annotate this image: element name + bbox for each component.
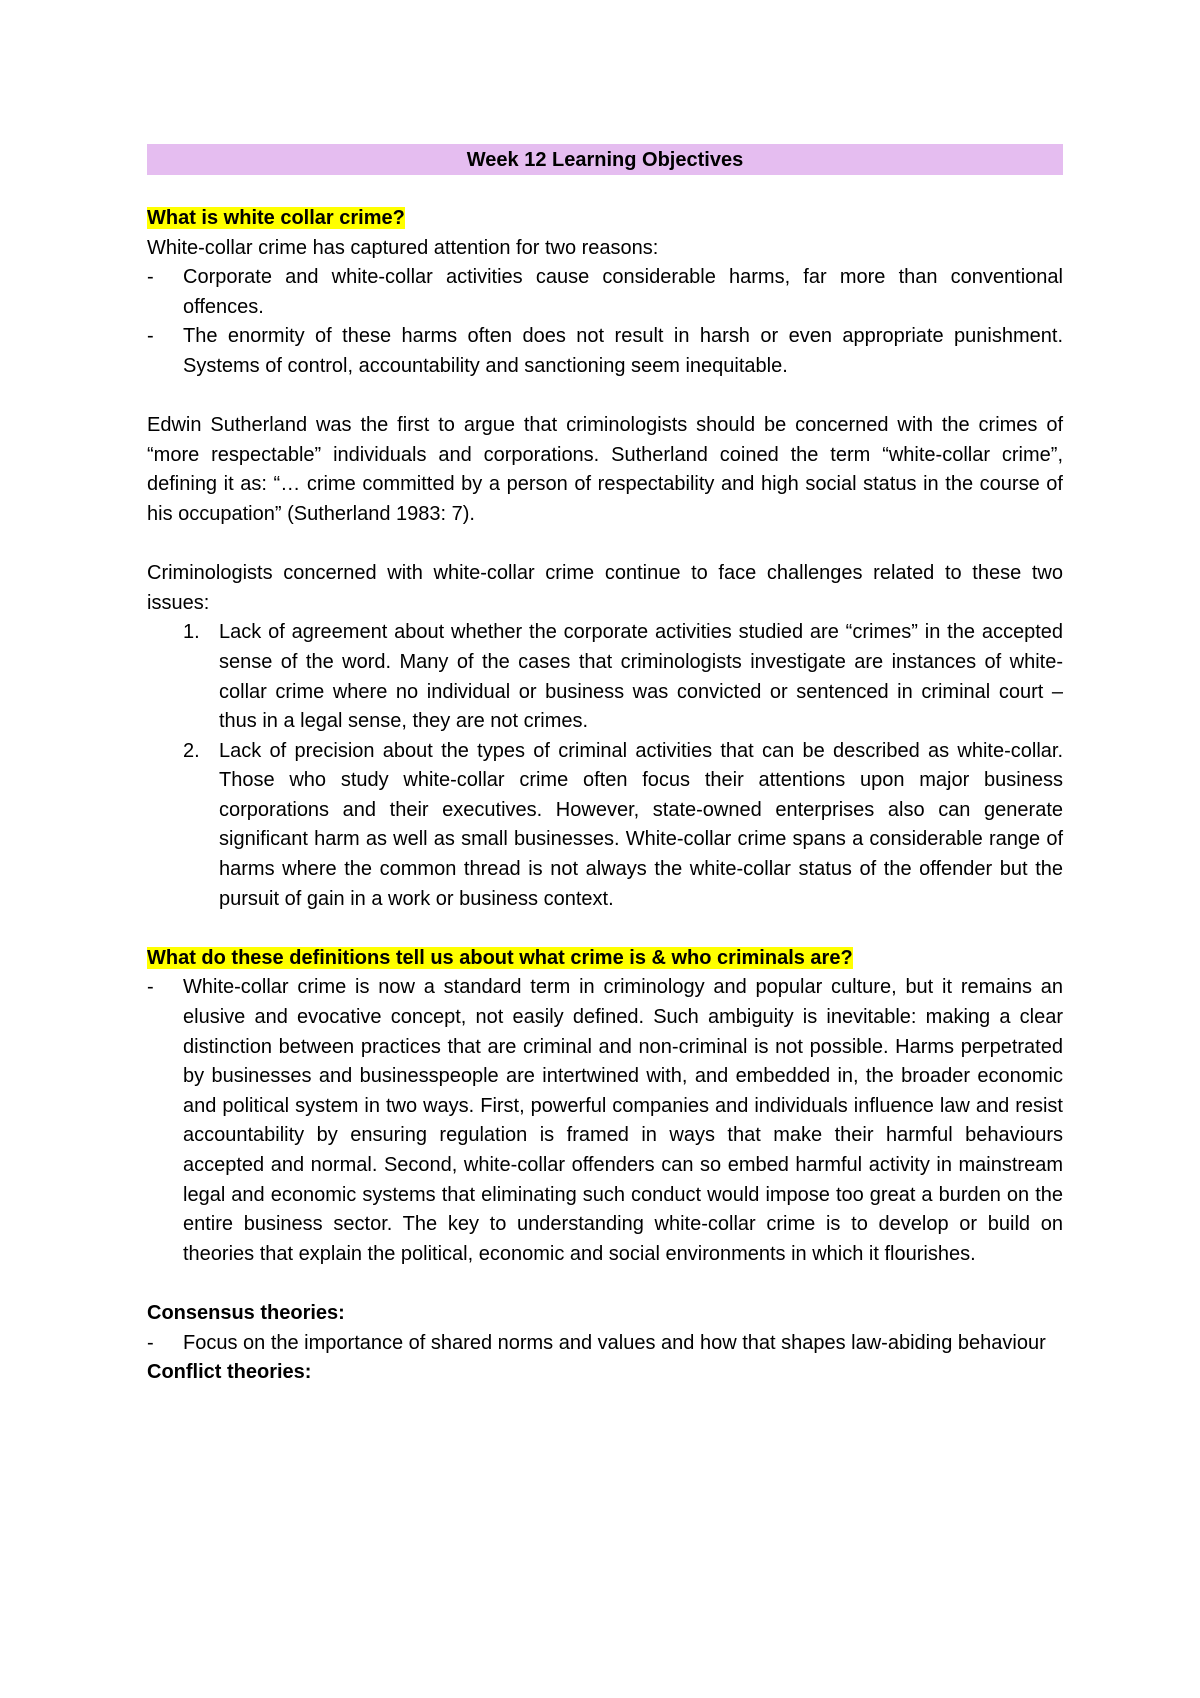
document-page [147,144,1063,1388]
challenges-paragraph: Criminologists concerned with white-collar crime continue to face challenges related to these two issues: [147,562,1063,614]
section-heading-consensus: Consensus theories: [147,1301,345,1324]
paragraph-gap [147,914,1063,944]
bullet-item: - Focus on the importance of shared norms and values and how that shapes law-abiding behaviour [147,1329,1063,1359]
page-title: Week 12 Learning Objectives [147,144,1063,175]
sutherland-paragraph: Edwin Sutherland was the first to argue that criminologists should be concerned with the crimes of “more respectable” individuals and corporations. Sutherland coined the term “white-collar crime”, defining it as: “… crime committed by a person of respectability and high social status in the course of his occupation” (Sutherland 1983: 7). [147,414,1063,525]
challenges-numbered-list [147,618,1063,914]
paragraph-gap [147,1269,1063,1299]
section-heading-conflict: Conflict theories: [147,1361,312,1384]
section1-bullet-list [147,263,1063,381]
numbered-item-text: Lack of agreement about whether the corporate activities studied are “crimes” in the accepted sense of the word. Many of the cases that criminologists investigate are instances of white-collar crime where no individual or business was convicted or sentenced in criminal court – thus in a legal sense, they are not crimes. [219,621,1063,733]
numbered-item-text: Lack of precision about the types of criminal activities that can be described as white-collar. Those who study white-collar crime often focus their attentions upon major business corporations and their executives. However, state-owned enterprises also can generate significant harm as well as small businesses. White-collar crime spans a considerable range of harms where the common thread is not always the white-collar status of the offender but the pursuit of gain in a work or business context. [219,739,1063,910]
bullet-item: - The enormity of these harms often does not result in harsh or even appropriate punishment. Systems of control, accountability and sanctioning seem inequitable. [147,322,1063,381]
highlighted-heading: What do these definitions tell us about what crime is & who criminals are? [147,946,853,969]
paragraph-gap [147,530,1063,560]
paragraph-gap [147,382,1063,412]
numbered-item [147,737,1063,915]
section3-bullet-list [147,1329,1063,1359]
section2-bullet-list [147,973,1063,1269]
highlighted-heading: What is white collar crime? [147,207,405,229]
numbered-item [147,618,1063,736]
list-marker: 1. [183,621,200,644]
section1-intro: White-collar crime has captured attention for two reasons: [147,236,659,259]
bullet-item: - White-collar crime is now a standard term in criminology and popular culture, but it remains an elusive and evocative concept, not easily defined. Such ambiguity is inevitable: making a clear distinction between practices that are criminal and non-criminal is not possible. Harms perpetrated by businesses and businesspeople are intertwined with, and embedded in, the broader economic and political system in two ways. First, powerful companies and individuals influence law and resist accountability by ensuring regulation is framed in ways that make their harmful behaviours accepted and normal. Second, white-collar offenders can so embed harmful activity in mainstream legal and economic systems that eliminating such conduct would impose too great a burden on the entire business sector. The key to understanding white-collar crime is to develop or build on theories that explain the political, economic and social environments in which it flourishes. [147,973,1063,1269]
bullet-item: - Corporate and white-collar activities cause considerable harms, far more than conventional offences. [147,263,1063,322]
list-marker: 2. [183,739,200,762]
section-heading-definitions [147,944,1063,974]
section-heading-white-collar [147,204,1063,234]
